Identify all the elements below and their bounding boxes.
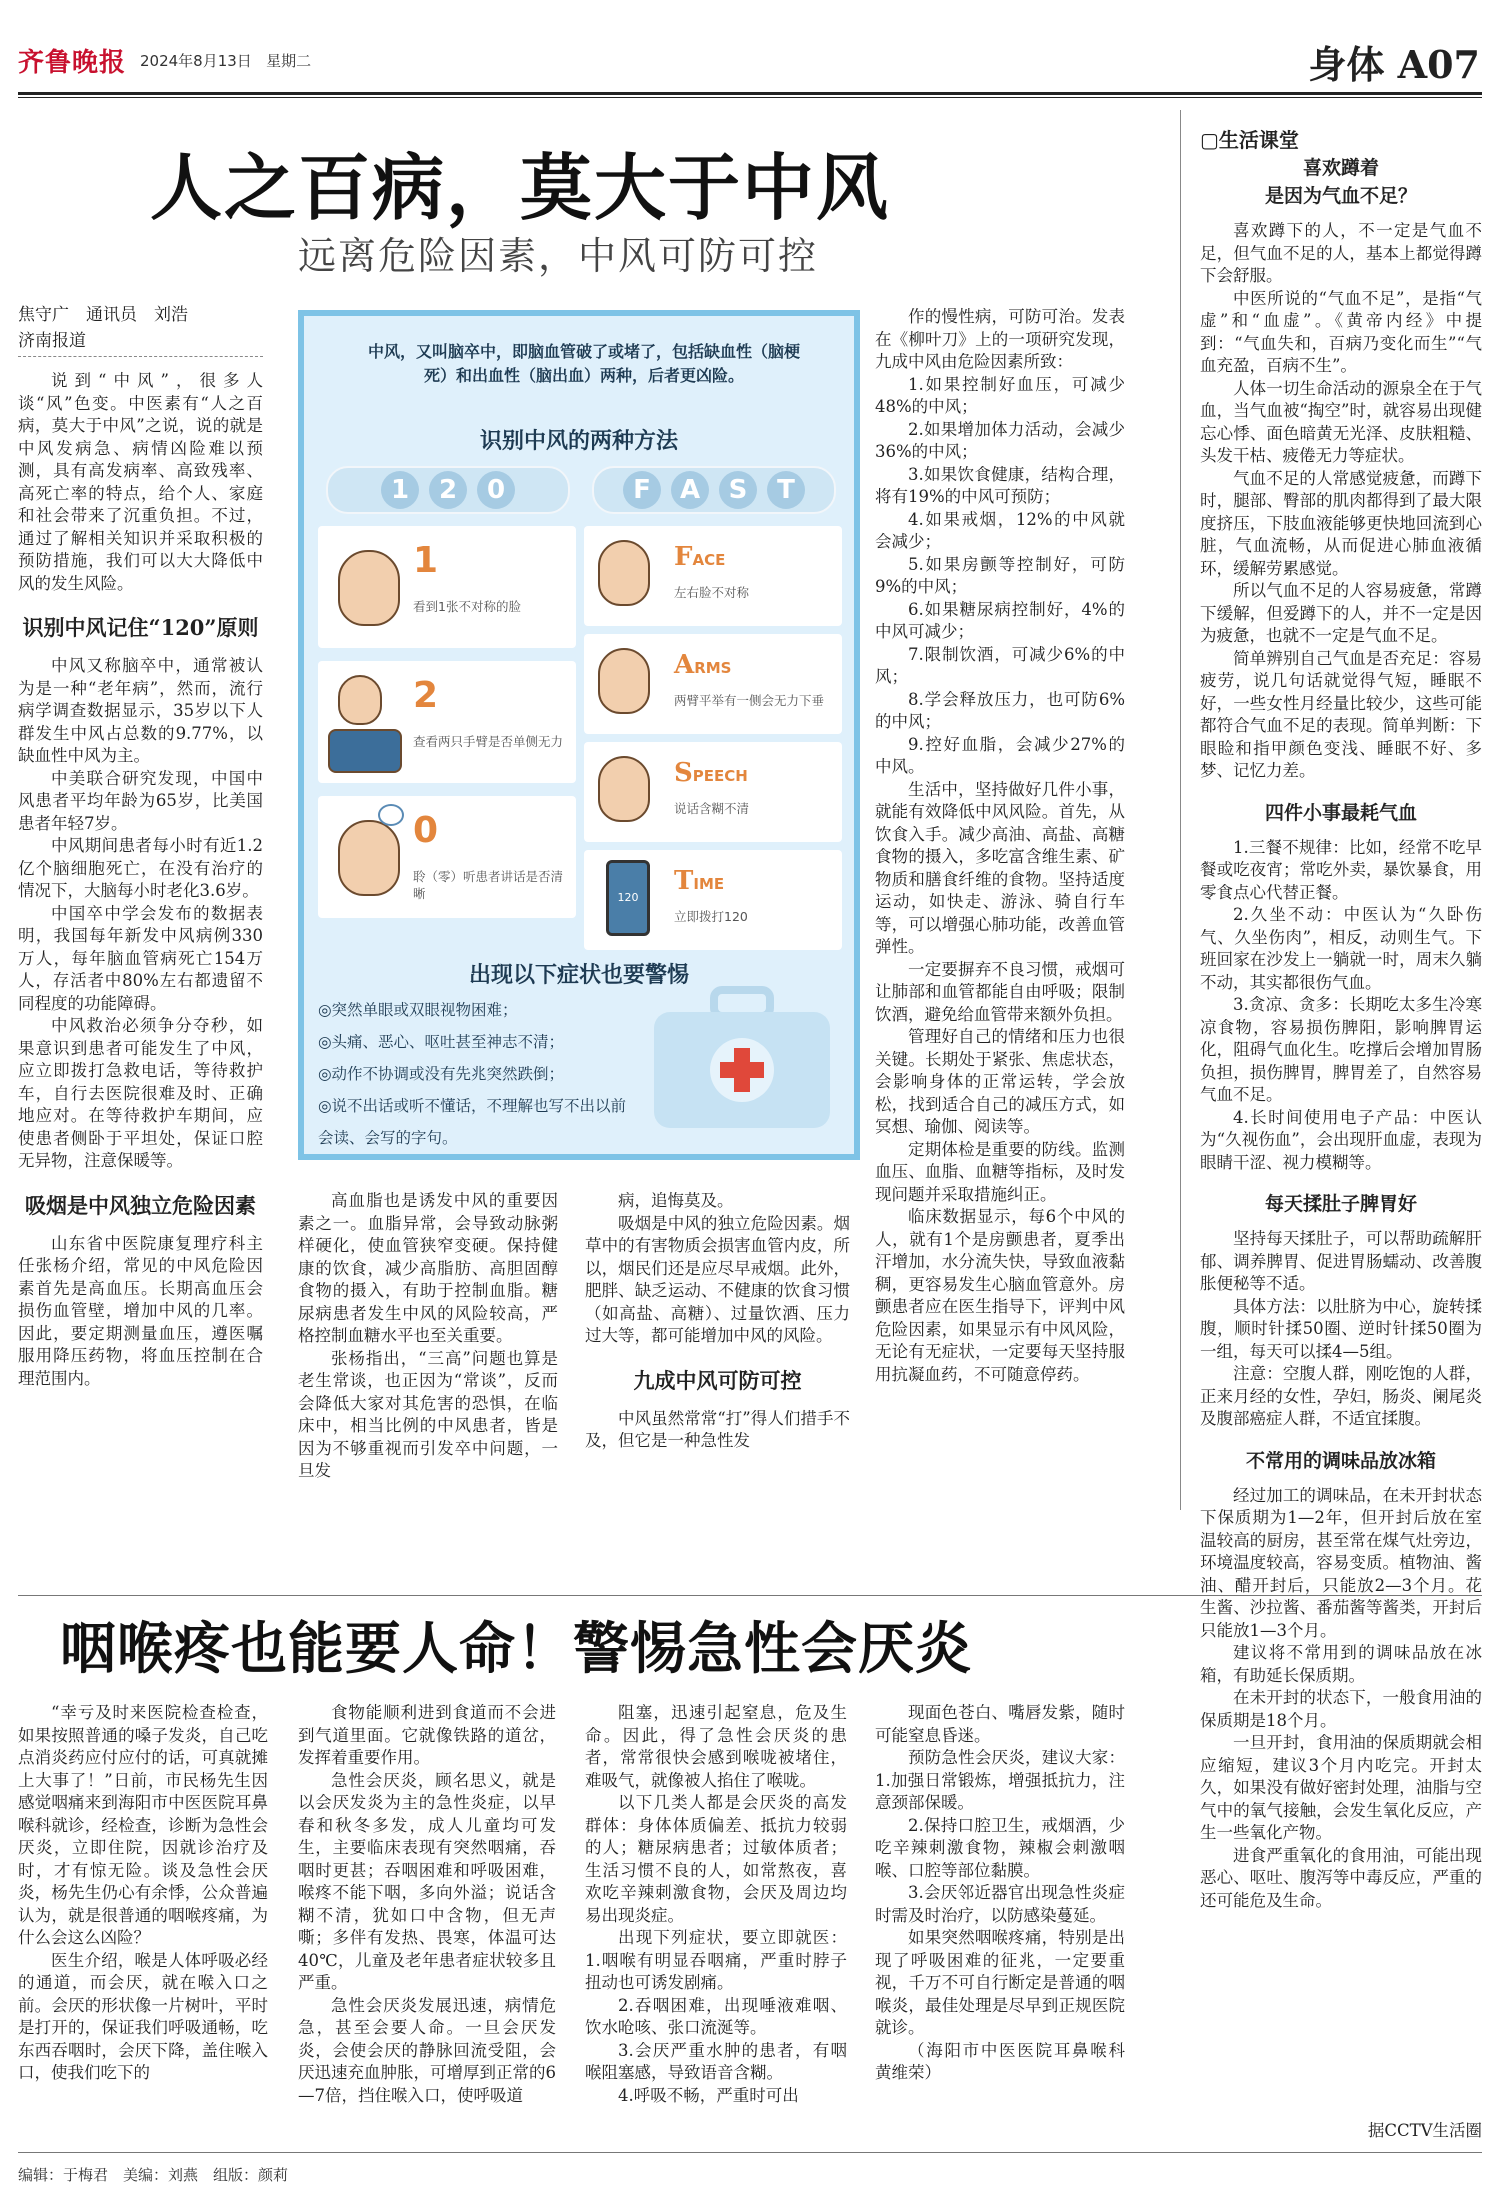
paragraph: 山东省中医院康复理疗科主任张杨介绍，常见的中风危险因素首先是高血压。长期高血压会损伤血管壁，增加中风的几率。因此，要定期测量血压，遵医嘱服用降压药物，将血压控制在合理范围内。 bbox=[18, 1233, 263, 1388]
stroke-infographic bbox=[298, 310, 860, 1160]
pill-fast-a: A bbox=[671, 471, 709, 509]
sidebar-block-title bbox=[1200, 1447, 1482, 1475]
step-text: 左右脸不对称 bbox=[674, 585, 750, 600]
step-fast-t bbox=[584, 850, 842, 950]
sidebar-title-line: 不常用的调味品放冰箱 bbox=[1245, 1449, 1436, 1472]
paragraph: 3.如果饮食健康，结构合理，将有19%的中风可预防； bbox=[875, 464, 1125, 506]
paragraph: 8.学会释放压力，也可防6%的中风； bbox=[875, 689, 1125, 731]
step-120-2 bbox=[318, 661, 576, 783]
paragraph: 生活中，坚持做好几件小事，就能有效降低中风风险。首先，从饮食入手。减少高油、高盐、高糖食物的摄入，多吃富含维生素、矿物质和膳食纤维的食物。坚持适度运动，如快走、游泳、骑自行车等，可以增强心肺功能，改善血管弹性。 bbox=[875, 779, 1125, 956]
paragraph: 中国卒中学会发布的数据表明，我国每年新发中风病例330万人，每年脑血管病死亡154万人，存活者中80%左右都遗留不同程度的功能障碍。 bbox=[18, 903, 263, 1013]
issue-weekday: 星期二 bbox=[266, 52, 312, 70]
article1-subheadline: 远离危险因素，中风可防可控 bbox=[298, 234, 819, 278]
sidebar-paragraph: 气血不足的人常感觉疲惫，而蹲下时，腿部、臀部的肌肉都得到了最大限度挤压，下肢血液能够更快地回流到心脏，气血流畅，从而促进心肺血液循环，缓解劳累感觉。 bbox=[1200, 468, 1482, 578]
sidebar-paragraph: 坚持每天揉肚子，可以帮助疏解肝郁、调养脾胃、促进胃肠蠕动、改善腹胀便秘等不适。 bbox=[1200, 1229, 1482, 1293]
article2-column-1 bbox=[18, 1702, 268, 2085]
sidebar-paragraph: 喜欢蹲下的人，不一定是气血不足，但气血不足的人，基本上都觉得蹲下会舒服。 bbox=[1200, 221, 1482, 285]
issue-date-text: 2024年8月13日 bbox=[140, 52, 252, 70]
article2-column-4 bbox=[875, 1702, 1142, 2085]
fast-word: IME bbox=[693, 875, 725, 893]
warning-item: ◎说不出话或听不懂话，不理解也写不出以前会读、会写的字句。 bbox=[318, 1097, 627, 1147]
paragraph: 医生介绍，喉是人体呼吸必经的通道，而会厌，就在喉入口之前。会厌的形状像一片树叶，平时是打开的，保证我们呼吸通畅，吃东西吞咽时，会厌下降，盖住喉入口，使我们吃下的 bbox=[18, 1950, 268, 2082]
sidebar-block-title bbox=[1200, 799, 1482, 827]
sidebar-paragraph: 所以气血不足的人容易疲惫，常蹲下缓解，但爱蹲下的人，并不一定是因为疲惫，也就不一定是气血不足。 bbox=[1200, 581, 1482, 645]
paragraph: 一定要摒弃不良习惯，戒烟可让肺部和血管都能自由呼吸；限制饮酒，避免给血管带来额外负担。 bbox=[875, 959, 1125, 1024]
paragraph: 临床数据显示，每6个中风的人，就有1个是房颤患者，夏季出汗增加，水分流失快，导致血液黏稠，更容易发生心脑血管意外。房颤患者应在医生指导下，评判中风危险因素，如果显示有中风风险，无论有无症状，一定要每天坚持服用抗凝血药，不可随意停药。 bbox=[875, 1207, 1125, 1384]
step-text: 查看两只手臂是否单侧无力 bbox=[413, 734, 564, 749]
step-text: 立即拨打120 bbox=[674, 909, 748, 924]
fast-word: PEECH bbox=[692, 767, 748, 785]
sidebar-title-line: 四件小事最耗气血 bbox=[1264, 801, 1417, 824]
sidebar-section-title: ▢生活课堂 bbox=[1200, 128, 1299, 152]
article2-headline: 咽喉疼也能要人命！警惕急性会厌炎 bbox=[60, 1616, 972, 1682]
issue-date bbox=[140, 50, 311, 71]
fast-word: ACE bbox=[692, 551, 726, 569]
fast-letter: T bbox=[674, 866, 694, 896]
phone-icon: 120 bbox=[606, 860, 650, 936]
paragraph: 2.如果增加体力活动，会减少36%的中风； bbox=[875, 419, 1125, 461]
paragraph: 2.保持口腔卫生，戒烟酒，少吃辛辣刺激食物，辣椒会刺激咽喉、口腔等部位黏膜。 bbox=[875, 1815, 1125, 1880]
editor-credits: 编辑：于梅君 美编：刘燕 组版：颜莉 bbox=[18, 2166, 289, 2184]
sidebar-paragraph: 人体一切生命活动的源泉全在于气血，当气血被“掏空”时，就容易出现健忘心悸、面色暗黄无光泽、皮肤粗糙、头发干枯、疲倦无力等症状。 bbox=[1200, 378, 1482, 465]
sidebar-paragraph: 1.三餐不规律：比如，经常不吃早餐或吃夜宵；常吃外卖，暴饮暴食，用零食点心代替正餐。 bbox=[1200, 837, 1482, 902]
paragraph: 9.控好血脂，会减少27%的中风。 bbox=[875, 734, 1125, 776]
paragraph: 中风虽然常常“打”得人们措手不及，但它是一种急性发 bbox=[585, 1408, 850, 1450]
masthead-rule-thin bbox=[18, 97, 1482, 98]
paragraph: 管理好自己的情绪和压力也很关键。长期处于紧张、焦虑状态，会影响身体的正常运转，学会放松，找到适合自己的减压方式，如冥想、瑜伽、阅读等。 bbox=[875, 1027, 1125, 1136]
warning-list bbox=[318, 994, 628, 1154]
sidebar-paragraph: 中医所说的“气血不足”，是指“气虚”和“血虚”。《黄帝内经》中提到：“气血失和，百病乃变化而生”“气血充盈，百病不生”。 bbox=[1200, 288, 1482, 375]
sidebar-block-title bbox=[1200, 154, 1482, 210]
paragraph: 高血脂也是诱发中风的重要因素之一。血脂异常，会导致动脉粥样硬化，使血管狭窄变硬。保持健康的饮食，减少高脂肪、高胆固醇食物的摄入，有助于控制血脂。糖尿病患者发生中风的风险较高，严格控制血糖水平也至关重要。 bbox=[298, 1191, 558, 1345]
warning-title: 出现以下症状也要警惕 bbox=[468, 962, 689, 988]
article1-column-1 bbox=[18, 370, 263, 1390]
section-subtitle: 吸烟是中风独立危险因素 bbox=[25, 1192, 256, 1218]
paragraph: 5.如果房颤等控制好，可防9%的中风； bbox=[875, 554, 1125, 596]
step-120-1 bbox=[318, 526, 576, 648]
paragraph: 4.如果戒烟，12%的中风就会减少； bbox=[875, 509, 1125, 551]
byline-authors: 焦守广 通讯员 刘浩 bbox=[18, 305, 188, 325]
pill-fast-s: S bbox=[719, 471, 757, 509]
paragraph: 预防急性会厌炎，建议大家：1.加强日常锻炼，增强抵抗力，注意颈部保暖。 bbox=[875, 1748, 1125, 1812]
paragraph: 中美联合研究发现，中国中风患者平均年龄为65岁，比美国患者年轻7岁。 bbox=[18, 768, 263, 833]
infographic-intro: 中风，又叫脑卒中，即脑血管破了或堵了，包括缺血性（脑梗死）和出血性（脑出血）两种，后者更凶险。 bbox=[367, 342, 800, 385]
paragraph: 中风期间患者每小时有近1.2亿个脑细胞死亡，在没有治疗的情况下，大脑每小时老化3.6岁。 bbox=[18, 836, 263, 900]
section-subtitle: 九成中风可防可控 bbox=[633, 1367, 802, 1393]
warning-item: ◎突然单眼或双眼视物困难； bbox=[318, 1001, 518, 1019]
sidebar-source: 据CCTV生活圈 bbox=[1367, 2121, 1482, 2140]
masthead-rule bbox=[18, 92, 1482, 95]
paragraph: 中风又称脑卒中，通常被认为是一种“老年病”，然而，流行病学调查数据显示，35岁以下人群发生中风占总数的9.77%，以缺血性中风为主。 bbox=[18, 656, 263, 765]
paragraph: 急性会厌炎发展迅速，病情危急，甚至会要人命。一旦会厌发炎，会使会厌的静脉回流受阻，会厌迅速充血肿胀，可增厚到正常的6—7倍，挡住喉入口，使呼吸道 bbox=[298, 1995, 556, 2105]
paragraph: 1.如果控制好血压，可减少48%的中风； bbox=[875, 374, 1125, 416]
paragraph: 食物能顺利进到食道而不会进到气道里面。它就像铁路的道岔，发挥着重要作用。 bbox=[298, 1703, 556, 1767]
paragraph: 急性会厌炎，顾名思义，就是以会厌发炎为主的急性炎症，以早春和秋冬多发，成人儿童均可发生，主要临床表现有突然咽痛，吞咽时更甚；吞咽困难和呼吸困难，喉疼不能下咽，多向外溢；说话含糊不清，犹如口中含物，但无声嘶；多伴有发热、畏寒，体温可达40℃，儿童及老年患者症状较多且严重。 bbox=[298, 1770, 556, 1992]
sidebar-title-line: 每天揉肚子脾胃好 bbox=[1264, 1193, 1417, 1215]
article1-column-3 bbox=[585, 1190, 850, 1453]
sidebar-block-title bbox=[1200, 1190, 1482, 1218]
fast-word: RMS bbox=[694, 659, 732, 677]
sidebar-title-line: 是因为气血不足？ bbox=[1264, 185, 1417, 207]
paragraph: 阻塞，迅速引起窒息，危及生命。因此，得了急性会厌炎的患者，常常很快会感到喉咙被堵住，难吸气，就像被人掐住了喉咙。 bbox=[585, 1703, 847, 1790]
paragraph: （海阳市中医医院耳鼻喉科 黄维荣） bbox=[875, 2040, 1142, 2082]
paragraph: 3.会厌严重水肿的患者，有咽喉阻塞感，导致语音含糊。 bbox=[585, 2040, 847, 2082]
sidebar-paragraph: 建议将不常用到的调味品放在冰箱，有助延长保质期。 bbox=[1200, 1643, 1482, 1685]
paragraph: “幸亏及时来医院检查检查，如果按照普通的嗓子发炎，自己吃点消炎药应付应付的话，可真就摊上大事了！”日前，市民杨先生因感觉咽痛来到海阳市中医医院耳鼻喉科就诊，经检查，诊断为急性会厌炎，立即住院，因就诊治疗及时，才有惊无险。谈及急性会厌炎，杨先生仍心有余悸，公众普遍认为，就是很普通的咽喉疼痛，为什么会这么凶险？ bbox=[18, 1703, 268, 1947]
step-number: 2 bbox=[413, 675, 439, 716]
byline-rule bbox=[18, 356, 263, 357]
first-aid-kit-icon bbox=[644, 984, 840, 1134]
sidebar-title-line: 喜欢蹲着 bbox=[1302, 157, 1379, 179]
paragraph: 现面色苍白、嘴唇发紫，随时可能窒息昏迷。 bbox=[875, 1703, 1125, 1745]
speech-bubble-icon bbox=[378, 804, 404, 826]
warning-item: ◎动作不协调或没有先兆突然跌倒； bbox=[318, 1065, 565, 1083]
paragraph: 7.限制饮酒，可减少6%的中风； bbox=[875, 644, 1125, 686]
footer-rule bbox=[18, 2152, 1482, 2153]
step-fast-s bbox=[584, 742, 842, 842]
face-icon bbox=[598, 540, 650, 606]
step-number: 1 bbox=[413, 540, 439, 581]
sidebar-paragraph: 在未开封的状态下，一般食用油的保质期是18个月。 bbox=[1200, 1688, 1482, 1730]
pill-fast-t: T bbox=[767, 471, 805, 509]
step-text: 说话含糊不清 bbox=[674, 801, 750, 816]
paragraph: 张杨指出，“三高”问题也算是老生常谈，也正因为“常谈”，反而会降低大家对其危害的恐惧，在临床中，相当比例的中风患者，皆是因为不够重视而引发卒中问题，一旦发 bbox=[298, 1348, 558, 1480]
speaking-face-icon bbox=[338, 820, 400, 896]
pill-120 bbox=[326, 466, 570, 514]
arms-raised-icon bbox=[598, 648, 650, 714]
pill-120-digit-3: 0 bbox=[477, 471, 515, 509]
step-text: 看到1张不对称的脸 bbox=[413, 599, 521, 614]
newspaper-logo: 齐鲁晚报 bbox=[18, 48, 127, 78]
sidebar-paragraph: 4.长时间使用电子产品：中医认为“久视伤血”，会出现肝血虚，表现为眼睛干涩、视力模糊等。 bbox=[1200, 1107, 1482, 1172]
article1-byline bbox=[18, 302, 263, 354]
methods-title: 识别中风的两种方法 bbox=[479, 428, 678, 454]
person-body-icon bbox=[328, 729, 402, 773]
paragraph: 说到“中风”，很多人谈“风”色变。中医素有“人之百病，莫大于中风”之说，说的就是中风发病急、病情凶险难以预测，具有高发病率、高致残率、高死亡率的特点，给个人、家庭和社会带来了沉重负担。不过，通过了解相关知识并采取积极的预防措施，我们可以大大降低中风的发生风险。 bbox=[18, 371, 263, 593]
person-arms-icon bbox=[338, 675, 382, 725]
pill-fast bbox=[592, 466, 836, 514]
sidebar-divider bbox=[1180, 110, 1181, 1510]
paragraph: 如果突然咽喉疼痛，特别是出现了呼吸困难的征兆，一定要重视，千万不可自行断定是普通的咽喉炎，最佳处理是尽早到正规医院就诊。 bbox=[875, 1928, 1125, 2037]
paragraph: 出现下列症状，要立即就医：1.咽喉有明显吞咽痛，严重时脖子扭动也可诱发剧痛。 bbox=[585, 1928, 847, 1992]
step-fast-a bbox=[584, 634, 842, 734]
sidebar-paragraph: 2.久坐不动：中医认为“久卧伤气、久坐伤肉”，相反，动则生气。下班回家在沙发上一躺就一时，周末久躺不动，其实都很伤气血。 bbox=[1200, 905, 1482, 992]
fast-label bbox=[674, 866, 724, 896]
paragraph: 4.呼吸不畅，严重时可出 bbox=[618, 2085, 799, 2105]
article2-top-rule bbox=[18, 1595, 1482, 1596]
article2-column-3 bbox=[585, 1702, 847, 2107]
pill-120-digit-1: 1 bbox=[381, 471, 419, 509]
paragraph: 以下几类人都是会厌炎的高发群体：身体体质偏差、抵抗力较弱的人；糖尿病患者；过敏体质者；生活习惯不良的人，如常熬夜，喜欢吃辛辣刺激食物，会厌及周边均易出现炎症。 bbox=[585, 1793, 847, 1925]
paragraph: 3.会厌邻近器官出现急性炎症时需及时治疗，以防感染蔓延。 bbox=[875, 1883, 1125, 1925]
fast-letter: A bbox=[674, 650, 695, 680]
step-text: 聆（零）听患者讲话是否清晰 bbox=[413, 869, 564, 901]
sidebar-paragraph: 进食严重氧化的食用油，可能出现恶心、呕吐、腹泻等中毒反应，严重的还可能危及生命。 bbox=[1200, 1845, 1482, 1910]
fast-label bbox=[674, 758, 748, 788]
paragraph: 6.如果糖尿病控制好，4%的中风可减少； bbox=[875, 599, 1125, 641]
fast-label bbox=[674, 650, 731, 680]
sidebar-paragraph: 3.贪凉、贪多：长期吃太多生冷寒凉食物，容易损伤脾阳，影响脾胃运化，阻碍气血化生。吃撑后会增加胃肠负担，损伤脾胃，脾胃差了，自然容易气血不足。 bbox=[1200, 995, 1482, 1104]
sidebar-paragraph: 注意：空腹人群，刚吃饱的人群，正来月经的女性，孕妇，肠炎、阑尾炎及腹部癌症人群，不适宜揉腹。 bbox=[1200, 1364, 1482, 1428]
fast-letter: S bbox=[674, 758, 693, 788]
sidebar-paragraph: 简单辨别自己气血是否充足：容易疲劳，说几句话就觉得气短，睡眠不好，一些女性月经量比较少，这些可能都符合气血不足的表现。简单判断：下眼睑和指甲颜色变浅、睡眠不好、多梦、记忆力差。 bbox=[1200, 648, 1482, 780]
asymmetric-face-icon bbox=[338, 550, 400, 626]
step-number: 0 bbox=[413, 810, 439, 851]
paragraph: 病，追悔莫及。 bbox=[618, 1191, 734, 1210]
sidebar-paragraph: 具体方法：以肚脐为中心，旋转揉腹，顺时针揉50圈、逆时针揉50圈为一组，每天可以揉4—5组。 bbox=[1200, 1296, 1482, 1361]
pill-120-digit-2: 2 bbox=[429, 471, 467, 509]
sidebar-paragraph: 一旦开封，食用油的保质期就会相应缩短，建议3个月内吃完。开封太久，如果没有做好密封处理，油脂与空气中的氧气接触，会发生氧化反应，产生一些氧化产物。 bbox=[1200, 1733, 1482, 1842]
pill-fast-f: F bbox=[623, 471, 661, 509]
byline-location: 济南报道 bbox=[18, 331, 86, 351]
fast-label bbox=[674, 542, 725, 572]
fast-letter: F bbox=[674, 542, 693, 572]
paragraph: 定期体检是重要的防线。监测血压、血脂、血糖等指标，及时发现问题并采取措施纠正。 bbox=[875, 1139, 1125, 1204]
section-page-label: 身体 A07 bbox=[1308, 42, 1480, 87]
paragraph: 中风救治必须争分夺秒，如果意识到患者可能发生了中风，应立即拨打急救电话，等待救护车，自行去医院很难及时、正确地应对。在等待救护车期间，应使患者侧卧于平坦处，保证口腔无异物，注意保暖等。 bbox=[18, 1016, 263, 1170]
paragraph: 作的慢性病，可防可治。发表在《柳叶刀》上的一项研究发现，九成中风由危险因素所致： bbox=[875, 307, 1125, 371]
paragraph: 2.吞咽困难，出现唾液难咽、饮水呛咳、张口流涎等。 bbox=[585, 1995, 847, 2037]
sidebar-paragraph: 经过加工的调味品，在未开封状态下保质期为1—2年，但开封后放在室温较高的厨房，甚至常在煤气灶旁边，环境温度较高，容易变质。植物油、酱油、醋开封后，只能放2—3个月。花生酱、沙拉酱、番茄酱等酱类，开封后只能放1—3个月。 bbox=[1200, 1485, 1482, 1640]
article1-column-4 bbox=[875, 306, 1125, 1386]
warning-item: ◎头痛、恶心、呕吐甚至神志不清； bbox=[318, 1033, 565, 1051]
article1-headline: 人之百病，莫大于中风 bbox=[150, 145, 891, 230]
paragraph: 吸烟是中风的独立危险因素。烟草中的有害物质会损害血管内皮，所以，烟民们还是应尽早戒烟。此外，肥胖、缺乏运动、不健康的饮食习惯（如高盐、高糖）、过量饮酒、压力过大等，都可能增加中风的风险。 bbox=[585, 1213, 850, 1345]
step-120-3 bbox=[318, 796, 576, 918]
sidebar-column bbox=[1200, 150, 1482, 1912]
article2-column-2 bbox=[298, 1702, 556, 2107]
article1-column-2 bbox=[298, 1190, 558, 1483]
step-text: 两臂平举有一侧会无力下垂 bbox=[674, 693, 825, 708]
section-subtitle: 识别中风记住“120”原则 bbox=[22, 615, 259, 640]
speaking-face-icon bbox=[598, 756, 650, 822]
step-fast-f bbox=[584, 526, 842, 626]
